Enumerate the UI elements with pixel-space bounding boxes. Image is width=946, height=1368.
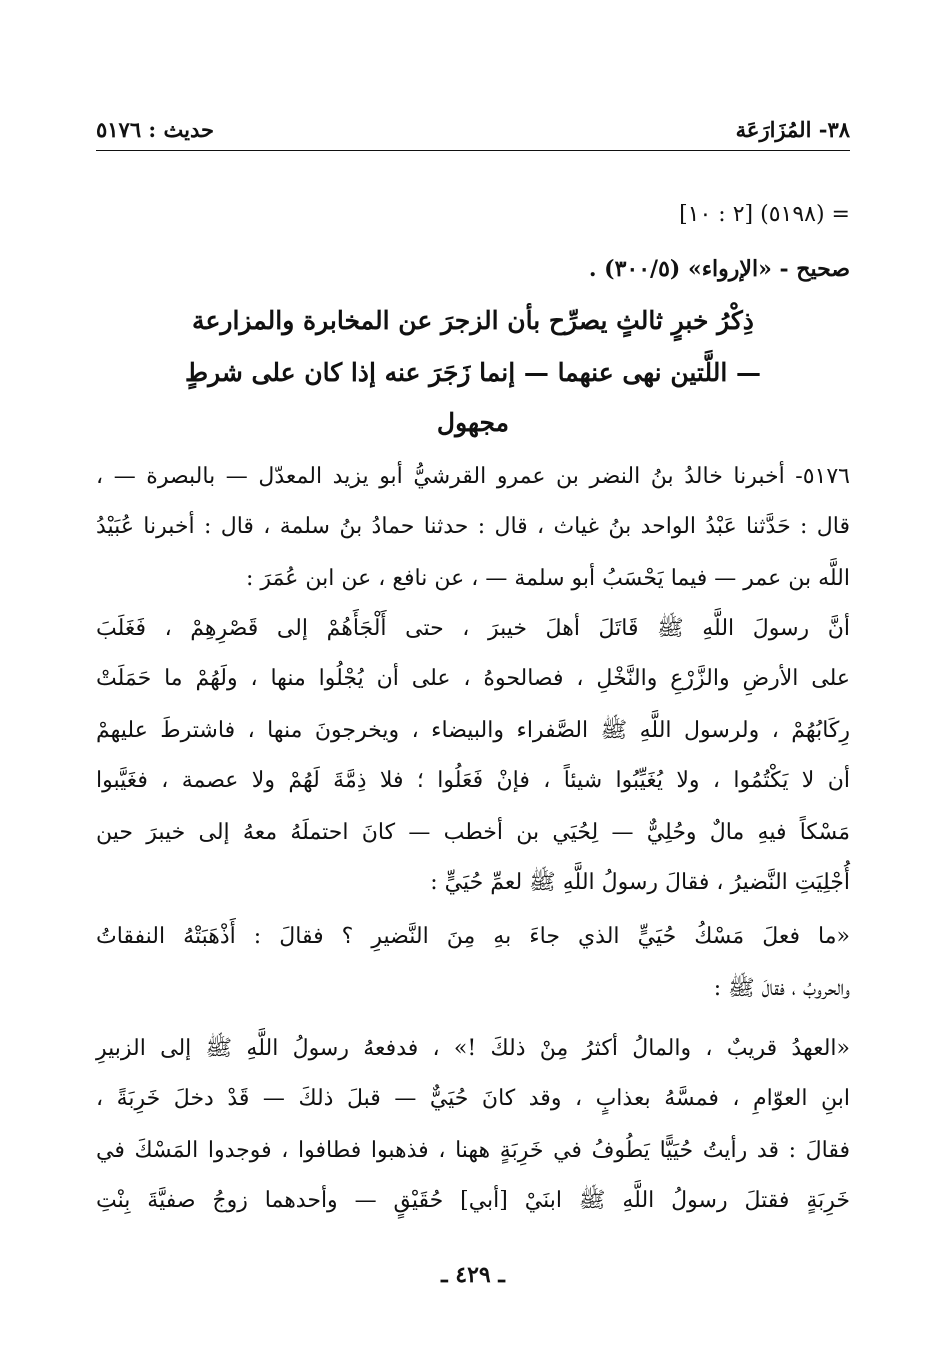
- matn-line-5: مَسْكاً فيهِ مالٌ وحُلِيٌّ — لِحُيَي بن أخطب — كانَ احتملَهُ معهُ إلى خيبرَ حين: [96, 820, 850, 845]
- section-heading-line-3: مجهول: [436, 408, 510, 437]
- isnad-line-3: اللَّه بن عمر — فيما يَحْسَبُ أبو سلمة — ، عن نافع ، عن ابن عُمَرَ :: [246, 566, 850, 591]
- continuation-reference: = (٥١٩٨) [٢ : ١٠]: [679, 202, 850, 227]
- page-number: ـ ٤٢٩ ـ: [441, 1262, 505, 1288]
- matn-line-6: أُجْلِيَتِ النَّضيرُ ، فقالَ رسولُ اللَّهِ ﷺ لعمِّ حُيَيٍّ :: [430, 870, 850, 895]
- section-heading-line-1: ذِكْرُ خبرٍ ثالثٍ يصرِّح بأن الزجرَ عن المخابرة والمزارعة: [192, 306, 754, 335]
- quote-line-2: والحروبُ ، فقالَ ﷺ :: [713, 976, 850, 1001]
- isnad-line-2: قال : حَدَّثنا عَبْدُ الواحد بنُ غياث ، قال : حدثنا حمادُ بنُ سلمة ، قال : أخبرنا عُبَيْدُ: [96, 514, 850, 539]
- final-line-2: ابنِ العوّامِ ، فمسَّهُ بعذابٍ ، وقد كانَ حُيَيٌّ — قبلَ ذلكَ — قَدْ دخلَ خَرِبَةً ،: [96, 1086, 850, 1111]
- hadith-reference: حديث : ٥١٧٦: [96, 117, 214, 142]
- running-header: [96, 112, 850, 142]
- final-line-4: خَرِبَةٍ فقتلَ رسولُ اللَّهِ ﷺ ابنَيْ [أبي] حُقَيْقٍ — وأحدهما زوجُ صفيَّةَ بِنْتِ: [96, 1188, 850, 1213]
- final-line-3: فقالَ : قد رأيتُ حُيَيًّا يَطُوفُ في خَرِبَةٍ ههنا ، فذهبوا فطافوا ، فوجدوا المَسْكَ في: [96, 1138, 850, 1163]
- quote-line-1: «ما فعلَ مَسْكُ حُيَيٍّ الذي جاءَ بهِ مِنَ النَّضيرِ ؟ فقالَ : أَذْهَبَتْهُ النفقاتُ: [96, 924, 850, 949]
- header-rule: [96, 150, 850, 151]
- matn-line-2: على الأرضِ والزَّرْعِ والنَّخْلِ ، فصالحوهُ ، على أن يُجْلُوا منها ، ولَهُمْ ما حَمَلَتْ: [96, 666, 850, 691]
- grading-line: صحيح - «الإرواء» (٣٠٠/٥) .: [588, 256, 850, 282]
- matn-line-1: أنَّ رسولَ اللَّهِ ﷺ قَاتَلَ أهلَ خيبرَ ، حتى أَلْجَأَهُمْ إلى قَصْرِهِمْ ، فَغَلَبَ: [96, 616, 850, 641]
- isnad-line-1: ٥١٧٦- أخبرنا خالدُ بنُ النضر بن عمرو القرشيُّ أبو يزيد المعدّل — بالبصرة — ،: [96, 464, 850, 489]
- section-heading-line-2: — اللَّتين نهى عنهما — إنما زَجَرَ عنه إذا كان على شرطٍ: [184, 358, 762, 387]
- matn-line-4: أن لا يَكْتُمُوا ، ولا يُغَيِّبُوا شيئاً ، فإنْ فَعَلُوا ؛ فلا ذِمَّةَ لَهُمْ ولا عصمة ، فغَيَّبوا: [96, 768, 850, 793]
- chapter-title: ٣٨- المُزَارَعَة: [735, 117, 850, 142]
- final-line-1: «العهدُ قريبٌ ، والمالُ أكثرُ مِنْ ذلكَ !» ، فدفعهُ رسولُ اللَّهِ ﷺ إلى الزبيرِ: [96, 1036, 850, 1061]
- matn-line-3: رِكَابُهُمْ ، ولرسول اللَّهِ ﷺ الصَّفراء والبيضاء ، ويخرجونَ منها ، فاشترطَ عليهمْ: [96, 718, 850, 743]
